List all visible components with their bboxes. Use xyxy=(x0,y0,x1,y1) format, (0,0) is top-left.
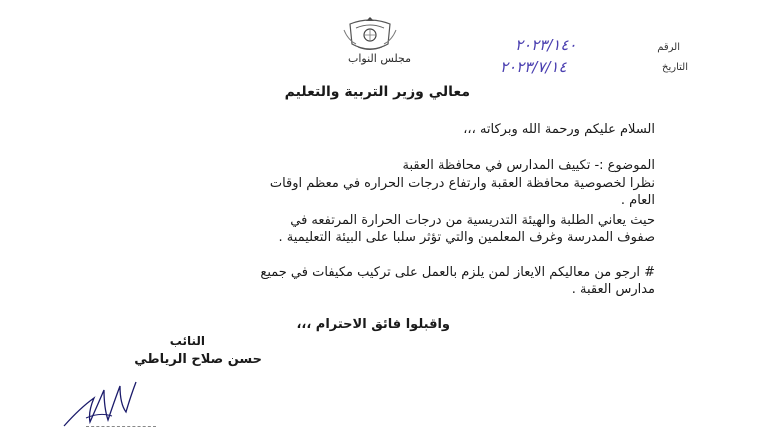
paragraph-1-line-2: العام . xyxy=(620,193,655,208)
date-value: ٢٠٢٣/٧/١٤ xyxy=(500,58,567,76)
paragraph-2-line-2: صفوف المدرسة وغرف المعلمين والتي تؤثر سلبا على البيئة التعليمية . xyxy=(278,230,655,245)
paragraph-1-line-1: نظرا لخصوصية محافظة العقبة وارتفاع درجات الحراره في معظم اوقات xyxy=(269,176,655,191)
subject-line: الموضوع :- تكييف المدارس في محافظة العقبة xyxy=(402,158,655,173)
handwritten-signature xyxy=(60,368,145,430)
greeting: السلام عليكم ورحمة الله وبركاته ،،، xyxy=(463,122,655,137)
coat-of-arms-emblem xyxy=(338,14,402,54)
paragraph-2-line-1: حيث يعاني الطلبة والهيئة التدريسية من درجات الحرارة المرتفعه في xyxy=(290,213,655,228)
signatory-role: النائب xyxy=(169,334,205,348)
number-value: ٢٠٢٣/١٤٠ xyxy=(515,36,577,54)
signature-line xyxy=(86,426,156,427)
signatory-name: حسن صلاح الرياطي xyxy=(134,352,262,367)
addressee: معالي وزير التربية والتعليم xyxy=(284,84,470,100)
paragraph-3-line-2: مدارس العقبة . xyxy=(571,282,655,297)
date-label: التاريخ xyxy=(662,62,688,73)
number-label: الرقم xyxy=(657,42,680,53)
council-name: مجلس النواب xyxy=(348,52,411,65)
closing-line: واقبلوا فائق الاحترام ،،، xyxy=(296,317,450,332)
paragraph-3-line-1: # ارجو من معاليكم الايعاز لمن يلزم بالعمل على تركيب مكيفات في جميع xyxy=(260,265,655,280)
